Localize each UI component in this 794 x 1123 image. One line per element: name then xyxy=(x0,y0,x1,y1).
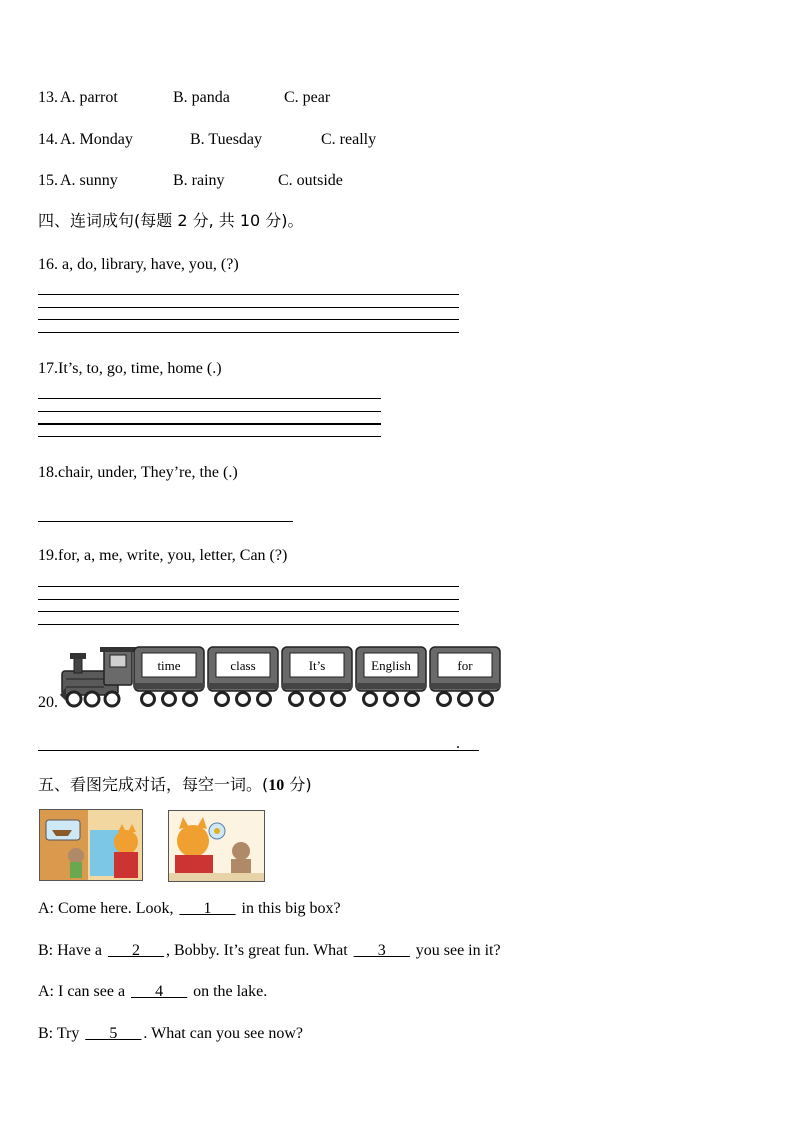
question-20-number: 20. xyxy=(38,694,58,711)
option-c: C. outside xyxy=(278,172,343,189)
answer-line xyxy=(38,411,381,412)
answer-line xyxy=(38,624,459,625)
wheel-icon xyxy=(311,693,324,706)
answer-line-18[interactable] xyxy=(38,521,293,522)
choice-number: 14. xyxy=(38,131,58,148)
option-c: C. really xyxy=(321,131,377,148)
dialogue-text: , Bobby. It’s great fun. What xyxy=(165,942,352,959)
dialogue-text: B: Have a xyxy=(38,942,106,959)
blank-1[interactable]: ___1___ xyxy=(179,900,236,917)
train-word: It’s xyxy=(308,658,326,673)
dialogue-text: . What can you see now? xyxy=(143,1025,304,1042)
wheel-icon xyxy=(332,693,345,706)
train-wagon xyxy=(208,647,278,706)
wheel-icon xyxy=(480,693,493,706)
wheel-icon xyxy=(290,693,303,706)
answer-line xyxy=(38,436,381,437)
train-word: class xyxy=(230,658,256,673)
blank-3[interactable]: ___3___ xyxy=(353,942,410,959)
blank-5[interactable]: ___5___ xyxy=(85,1025,142,1042)
answer-line xyxy=(38,586,459,587)
answer-line xyxy=(38,599,459,600)
dialogue-text: in this big box? xyxy=(237,900,341,917)
option-b: B. Tuesday xyxy=(190,131,263,148)
dialogue-text: you see in it? xyxy=(411,942,501,959)
answer-line xyxy=(38,319,459,320)
train-illustration xyxy=(60,643,505,709)
train-word: English xyxy=(371,658,411,673)
wheel-icon xyxy=(385,693,398,706)
option-a: A. sunny xyxy=(60,172,118,189)
wheel-icon xyxy=(438,693,451,706)
option-c: C. pear xyxy=(284,89,331,106)
question-16: 16. a, do, library, have, you, (?) xyxy=(38,256,239,273)
question-19: 19.for, a, me, write, you, letter, Can (?) xyxy=(38,547,288,564)
section-5-score: 10 xyxy=(268,777,285,794)
dialogue-line-2 xyxy=(38,941,501,961)
wheel-icon xyxy=(216,693,229,706)
dialogue-line-1 xyxy=(38,899,341,919)
section-4-title: 四、连词成句(每题 2 分, 共 10 分)。 xyxy=(38,211,304,230)
wheel-icon xyxy=(258,693,271,706)
wheel-icon xyxy=(459,693,472,706)
sentence-period: . xyxy=(456,735,460,752)
wheel-icon xyxy=(364,693,377,706)
wheel-icon xyxy=(406,693,419,706)
dialogue-text: A: I can see a xyxy=(38,983,130,1000)
option-b: B. rainy xyxy=(173,172,225,189)
section-5-title-text: 五、看图完成对话，每空一词。( xyxy=(38,775,269,794)
dialogue-line-4 xyxy=(38,1024,303,1044)
question-17: 17.It’s, to, go, time, home (.) xyxy=(38,360,222,377)
wheel-icon xyxy=(237,693,250,706)
option-a: A. parrot xyxy=(60,89,118,106)
answer-line xyxy=(38,398,381,399)
choice-number: 13. xyxy=(38,89,58,106)
answer-line xyxy=(38,307,459,308)
question-18: 18.chair, under, They’re, the (.) xyxy=(38,464,238,481)
wheel-icon xyxy=(163,693,176,706)
answer-line xyxy=(38,423,381,425)
answer-line xyxy=(38,611,459,612)
train-word: for xyxy=(457,658,473,673)
wheel-icon xyxy=(142,693,155,706)
option-b: B. panda xyxy=(173,89,230,106)
dialogue-line-3 xyxy=(38,982,267,1002)
train-word: time xyxy=(157,658,181,673)
blank-2[interactable]: ___2___ xyxy=(107,942,164,959)
choice-number: 15. xyxy=(38,172,58,189)
wheel-icon xyxy=(184,693,197,706)
train-wagon xyxy=(282,647,352,706)
section-5-title xyxy=(38,775,312,796)
train-wagon xyxy=(356,647,426,706)
section-5-score-unit: 分) xyxy=(284,775,312,794)
blank-4[interactable]: ___4___ xyxy=(131,983,188,1000)
dialogue-text: B: Try xyxy=(38,1025,84,1042)
answer-line xyxy=(38,294,459,295)
dialogue-text: on the lake. xyxy=(189,983,268,1000)
option-a: A. Monday xyxy=(60,131,133,148)
answer-line-20[interactable] xyxy=(38,750,479,751)
dialogue-text: A: Come here. Look, xyxy=(38,900,178,917)
train-wagon xyxy=(134,647,204,706)
picture-2 xyxy=(168,810,265,882)
picture-1 xyxy=(39,809,143,881)
locomotive-icon xyxy=(60,647,136,706)
answer-line xyxy=(38,332,459,333)
train-wagon xyxy=(430,647,500,706)
